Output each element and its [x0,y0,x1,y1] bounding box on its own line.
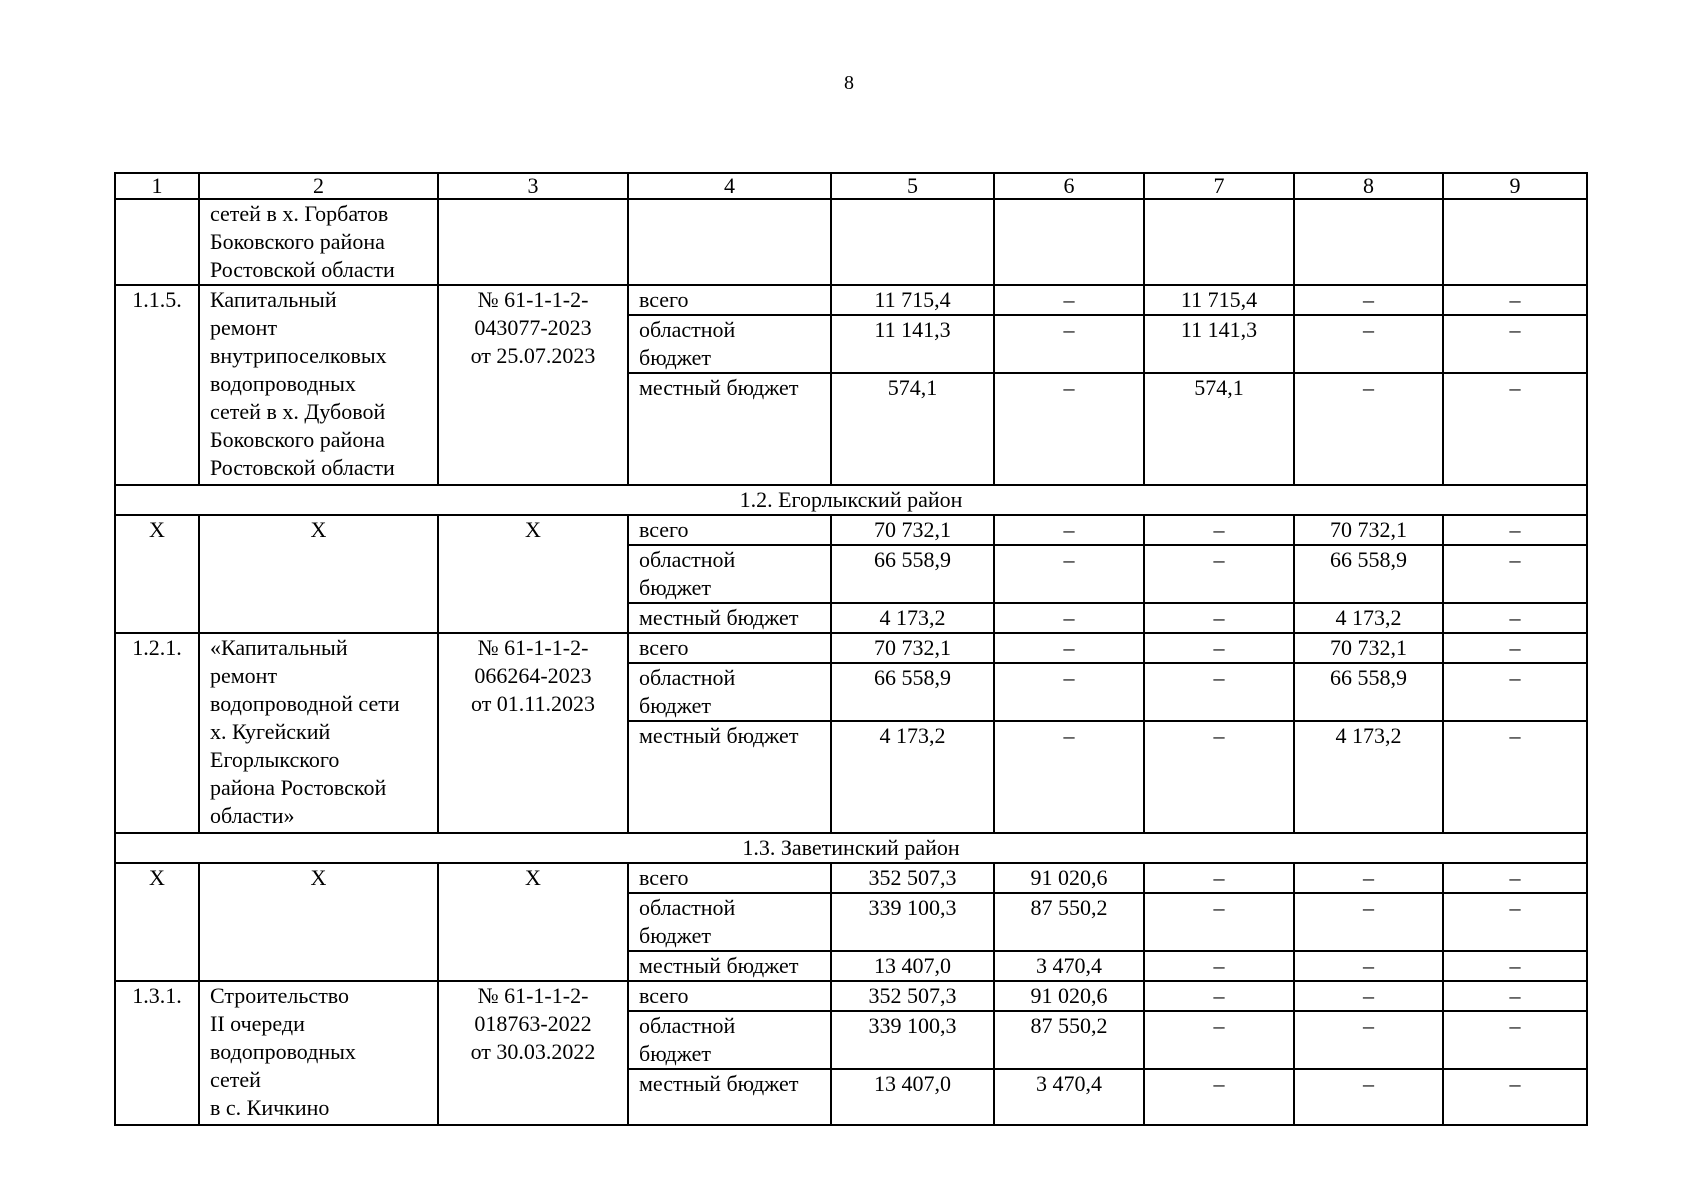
value-cell: 4 173,2 [831,721,994,833]
value-cell: – [1144,981,1294,1011]
value-cell: – [994,663,1144,721]
value-cell: 3 470,4 [994,951,1144,981]
table-row [115,199,1587,285]
value-cell: – [994,721,1144,833]
table-row [115,515,1587,545]
row-number: 1.3.1. [115,981,199,1125]
value-cell: – [1294,981,1443,1011]
value-cell: – [1443,981,1587,1011]
value-cell: 11 715,4 [1144,285,1294,315]
value-cell: 66 558,9 [831,663,994,721]
value-cell: – [1294,373,1443,485]
value-cell: 4 173,2 [1294,721,1443,833]
budget-label: местный бюджет [628,1069,831,1125]
value-cell: – [1443,893,1587,951]
column-number-row [115,173,1587,199]
value-cell: – [1443,721,1587,833]
value-cell: – [994,603,1144,633]
value-cell: 3 470,4 [994,1069,1144,1125]
value-cell: 70 732,1 [1294,633,1443,663]
column-number: 4 [628,173,831,199]
value-cell: 574,1 [1144,373,1294,485]
value-cell: – [1443,1069,1587,1125]
budget-label: всего [628,863,831,893]
value-cell: – [994,315,1144,373]
value-cell [1294,199,1443,285]
budget-label: всего [628,285,831,315]
row-number: 1.2.1. [115,633,199,833]
budget-table [114,172,1588,1126]
value-cell: – [1443,1011,1587,1069]
x-mark: Х [438,863,628,981]
value-cell: – [1144,721,1294,833]
value-cell: – [1144,863,1294,893]
value-cell: – [1294,315,1443,373]
section-header-row [115,485,1587,515]
value-cell: – [1443,603,1587,633]
budget-label: всего [628,981,831,1011]
budget-label: всего [628,633,831,663]
value-cell: – [1443,285,1587,315]
budget-label: местный бюджет [628,951,831,981]
value-cell: – [1294,1011,1443,1069]
value-cell: – [1144,1011,1294,1069]
value-cell: 91 020,6 [994,863,1144,893]
value-cell: – [1144,663,1294,721]
document-number: № 61-1-1-2- 018763-2022 от 30.03.2022 [438,981,628,1125]
value-cell: 339 100,3 [831,1011,994,1069]
section-title: 1.3. Заветинский район [115,833,1587,863]
table-row [115,863,1587,893]
value-cell [1443,199,1587,285]
object-name: Строительство II очереди водопроводных сетей в с. Кичкино [199,981,438,1125]
document-cell [438,199,628,285]
budget-label: всего [628,515,831,545]
value-cell: 13 407,0 [831,1069,994,1125]
value-cell: – [1294,285,1443,315]
value-cell: 87 550,2 [994,1011,1144,1069]
value-cell: – [994,373,1144,485]
x-mark: Х [199,515,438,633]
value-cell: – [1443,633,1587,663]
value-cell: – [1443,863,1587,893]
budget-label: областной бюджет [628,663,831,721]
value-cell: 352 507,3 [831,981,994,1011]
value-cell: – [994,285,1144,315]
value-cell: 13 407,0 [831,951,994,981]
row-number: 1.1.5. [115,285,199,485]
column-number: 8 [1294,173,1443,199]
object-name: «Капитальный ремонт водопроводной сети х. Кугейский Егорлыкского района Ростовской области» [199,633,438,833]
value-cell: – [1144,515,1294,545]
column-number: 3 [438,173,628,199]
budget-label: областной бюджет [628,315,831,373]
column-number: 5 [831,173,994,199]
page-number: 8 [844,72,854,94]
value-cell: 4 173,2 [831,603,994,633]
budget-label: областной бюджет [628,545,831,603]
value-cell: – [1144,545,1294,603]
value-cell: – [1443,515,1587,545]
table-row [115,633,1587,663]
value-cell: 4 173,2 [1294,603,1443,633]
table-row [115,285,1587,315]
value-cell: 91 020,6 [994,981,1144,1011]
x-mark: Х [115,515,199,633]
budget-label: местный бюджет [628,721,831,833]
value-cell: 70 732,1 [831,515,994,545]
value-cell: – [1144,633,1294,663]
object-name: сетей в х. Горбатов Боковского района Ростовской области [199,199,438,285]
document-number: № 61-1-1-2- 043077-2023 от 25.07.2023 [438,285,628,485]
x-mark: Х [438,515,628,633]
value-cell [831,199,994,285]
value-cell: – [994,515,1144,545]
table-row [115,981,1587,1011]
x-mark: Х [115,863,199,981]
value-cell: 66 558,9 [1294,545,1443,603]
value-cell: – [1443,951,1587,981]
column-number: 1 [115,173,199,199]
value-cell [1144,199,1294,285]
value-cell: – [1144,603,1294,633]
value-cell: 66 558,9 [1294,663,1443,721]
value-cell: – [1294,863,1443,893]
value-cell: – [1144,1069,1294,1125]
value-cell: – [1443,545,1587,603]
column-number: 6 [994,173,1144,199]
row-number [115,199,199,285]
budget-label: местный бюджет [628,373,831,485]
value-cell: 70 732,1 [1294,515,1443,545]
value-cell: – [1294,951,1443,981]
column-number: 7 [1144,173,1294,199]
value-cell: 11 141,3 [1144,315,1294,373]
value-cell: – [1443,373,1587,485]
value-cell: – [1443,315,1587,373]
value-cell: 574,1 [831,373,994,485]
section-header-row [115,833,1587,863]
object-name: Капитальный ремонт внутрипоселковых водопроводных сетей в х. Дубовой Боковского района Ростовской области [199,285,438,485]
value-cell: 352 507,3 [831,863,994,893]
budget-label [628,199,831,285]
value-cell: – [1294,893,1443,951]
value-cell: – [1144,893,1294,951]
value-cell: – [994,545,1144,603]
budget-label: областной бюджет [628,893,831,951]
value-cell: 11 141,3 [831,315,994,373]
document-number: № 61-1-1-2- 066264-2023 от 01.11.2023 [438,633,628,833]
value-cell: 66 558,9 [831,545,994,603]
value-cell: 87 550,2 [994,893,1144,951]
value-cell: – [1144,951,1294,981]
budget-label: областной бюджет [628,1011,831,1069]
section-title: 1.2. Егорлыкский район [115,485,1587,515]
column-number: 9 [1443,173,1587,199]
value-cell: 11 715,4 [831,285,994,315]
budget-label: местный бюджет [628,603,831,633]
value-cell: – [1443,663,1587,721]
value-cell: – [994,633,1144,663]
value-cell: 70 732,1 [831,633,994,663]
x-mark: Х [199,863,438,981]
value-cell [994,199,1144,285]
value-cell: – [1294,1069,1443,1125]
value-cell: 339 100,3 [831,893,994,951]
column-number: 2 [199,173,438,199]
